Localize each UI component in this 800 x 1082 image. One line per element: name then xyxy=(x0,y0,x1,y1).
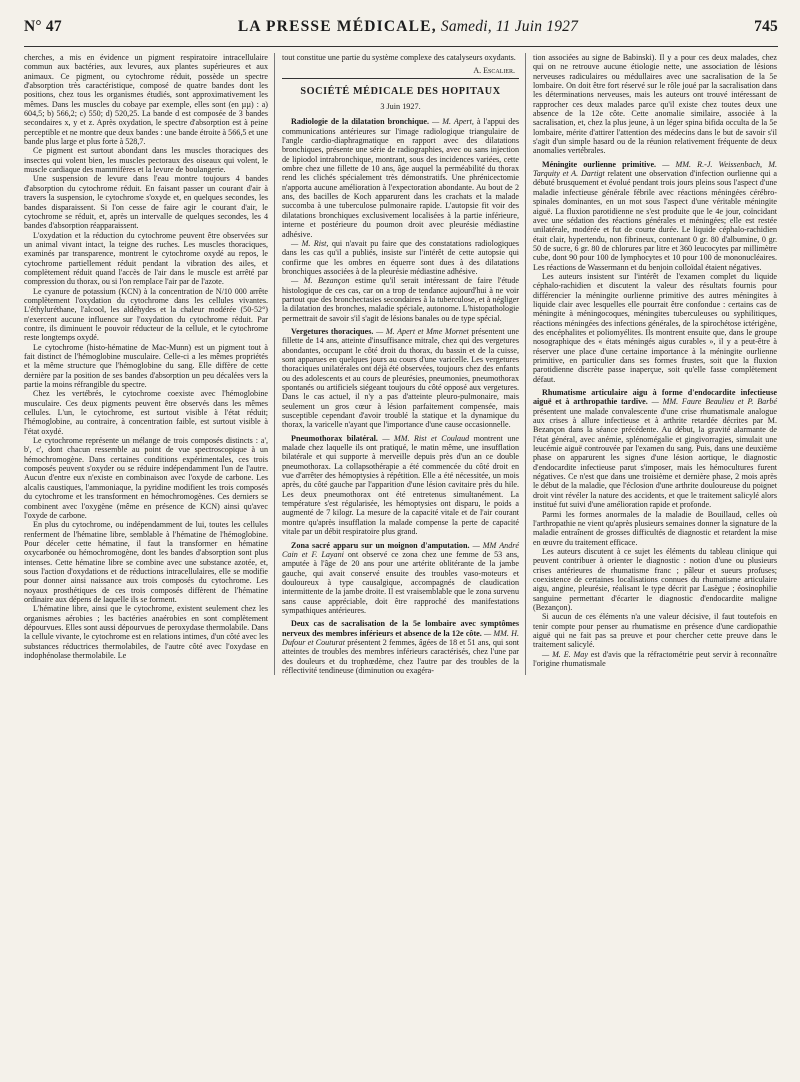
article xyxy=(282,541,519,616)
journal-title: LA PRESSE MÉDICALE, xyxy=(237,18,437,35)
author-signature: A. Escalier. xyxy=(473,66,515,76)
article-author: — M. E. May xyxy=(542,649,588,659)
masthead xyxy=(238,18,578,36)
article xyxy=(533,388,777,509)
article-text: est d'avis que la réfractométrie peut servir à reconnaître l'origine rhumatismale xyxy=(533,649,777,668)
article xyxy=(282,619,519,675)
article-text: à l'appui des communications antérieures sur l'image radiologique triangulaire de l'angle cardio-diaphragmatique en rapport avec des dilatations bronchiques, présente une série de radiographies, avec ou sans injection de lipiodol intrabronchique, montrant, sous des incidences variées, cette ombre chez une fillette de 10 ans, âge auquel la perméabilité du thorax rend les clichés spécialement très démonstratifs. Une phrénicectomie n'apporta aucune amélioration à l'expectoration abondante. Au bout de 2 ans, des bacilles de Koch apparurent dans les crachats et la malade succomba à une tuberculose pulmonaire rapide. L'autopsie fit voir des dilatations bronchiques exclusivement localisées à la partie inférieure, interne et postérieure du poumon droit avec pleurésie médiastine adhésive. xyxy=(282,117,519,239)
article-text: ont observé ce zona chez une femme de 53 ans, amputée à l'âge de 20 ans pour une artérite oblitérante de la jambe gauche, qui avait conservé ensuite des troubles vaso-moteurs et douloureux à type causalgique, accompagnés de claudication intermittente de la jambe droite. Il est vraisemblable que le zona survenu sans cause appréciable, doit être rapproché des manifestations sympathiques antérieures. xyxy=(282,549,519,615)
column-2 xyxy=(275,53,526,675)
article-text: qui n'avait pu faire que des constatations radiologiques dans les cas qu'il a publiés, insiste sur l'intérêt de cette autopsie qui confirme que les ombres en équerre sont dues à des dilatations bronchiques associées à de la pleurésie médiastine adhésive. xyxy=(282,238,520,276)
paragraph: Si aucun de ces éléments n'a une valeur décisive, il faut toutefois en tenir compte pour penser au rhumatisme en présence d'une cardiopathie aiguë qui ne fait pas sa preuve et pour chercher cette preuve dans le traitement salicylé. xyxy=(533,612,777,650)
issue-number: N° 47 xyxy=(24,18,62,35)
paragraph: Chez les vertébrés, le cytochrome coexiste avec l'hémoglobine musculaire. Ces deux pigments peuvent être observés dans les mêmes cellules. L'un, le cytochrome, est surtout visible à l'état réduit; l'hémoglobine, au contraire, à concentration faible, est surtout visible à l'état oxydé. xyxy=(24,389,268,436)
text-columns xyxy=(24,53,778,675)
section-title: SOCIÉTÉ MÉDICALE DES HOPITAUX xyxy=(300,85,501,97)
paragraph: Le cytochrome représente un mélange de trois composés distincts : a', b', c', dont chacun ressemble au point de vue spectroscopique à un hémochromogène. Dans certaines conditions expérimentales, ces trois composés peuvent s'oxyder ou se réduire indépendamment l'un de l'autre. Aucun d'entre eux n'existe en combinaison avec l'oxyde de carbone. Les alcalis caustiques, l'ammoniaque, la pyridine modifient les trois composés du cytochrome et les transforment en hémochromogènes. Ces derniers se combinent avec l'oxygène (même en présence de KCN) ainsi qu'avec l'oxyde de carbone. xyxy=(24,436,268,520)
article-title: Rhumatisme articulaire aigu à forme d'endocardite infectieuse aiguë et à arthropathie tardive. xyxy=(533,388,777,407)
article-title: Méningite ourlienne primitive. xyxy=(542,159,657,169)
paragraph: L'oxydation et la réduction du cytochrome peuvent être observées sur un animal vivant intact, la teigne des ruches. Les muscles thoraciques, examinés par transparence, montrent le cytochrome oxydé au repos, le cytochrome partiellement réduit pendant la vibration des ailes, et complètement réduit quand l'accès de l'air dans le muscle est arrêté par compression du thorax, ou si l'on remplace l'air par de l'azote. xyxy=(24,230,268,287)
paragraph: Les auteurs insistent sur l'intérêt de l'examen complet du liquide céphalo-rachidien et discutent la valeur des résultats fournis pour différencier la méningite ourlienne primitive des autres méningites à liquide clair avec lesquelles elle pourrait être confondue : certains cas de méningite à méningocoques, méningites tuberculeuses ou syphilitiques, réactions méningées des infections générales, de la spirochétose ictérigène, des encéphalites et poliomyélites. Ils montrent ensuite que, dans le groupe nosographique des « états méningés aigus curables », il y a peut-être à réserver une place d'une certaine importance à la méningite ourlienne primitive, en particulier dans ses formes frustes, soit que la fluxion parotidienne discrète passe inaperçue, soit qu'elle fasse complètement défaut. xyxy=(533,271,777,384)
article-title: Zona sacré apparu sur un moignon d'amputation. xyxy=(291,540,470,550)
header-rule xyxy=(24,46,778,47)
article-author: — MM. Rist et Coulaud xyxy=(382,433,470,443)
article xyxy=(533,650,777,669)
article-text: présentent une malade convalescente d'une crise rhumatismale analogue aux crises à allure infectieuse et à arthrite retardée décrites par M. Bezançon dans la séance précédente. Au début, la gravité alarmante de l'état général, avec anémie, splénomégalie et gingivorragies, simulait une leucémie aiguë controuvée par l'examen du sang. Puis, dans une deuxième phase on apparurent les signes d'une lésion aortique, le diagnostic d'endocardite infectieuse parut s'imposer, mais les hémocultures furent négatives. Ce n'est que dans une troisième et dernière phase, 2 mois après le début de la maladie, que l'éclosion d'une arthrite douloureuse du poignet droit vint révéler la nature des accidents, et que le traitement salicylé alors institué fut suivi d'une amélioration rapide et profonde. xyxy=(533,406,777,510)
article-text: présentent 2 femmes, âgées de 18 et 51 ans, qui sont atteintes de troubles des membres inférieurs caractérisés, chez l'une par des douleurs et du trophœdème, chez l'autre par des troubles de la réflectivité tendineuse (diminution ou exagéra- xyxy=(282,637,519,675)
paragraph: cherches, a mis en évidence un pigment respiratoire intracellulaire commun aux bactéries, aux levures, aux plantes supérieures et aux animaux. Ce pigment, ou cytochrome réduit, possède un spectre d'absorption très caractéristique, composé de quatre bandes dont les positions, chez tous les organismes étudiés, sont approximativement les mêmes. Dans les muscles du cobaye par exemple, elles sont (en µµ) : a) 604,5; b) 566,2; c) 550; d) 520,25. La bande d est composée de 3 bandes secondaires x, y et z. Après oxydation, le spectre d'absorption est à peine perceptible et ne montre que deux bandes : une bande étroite à 566,5 et une bande plus large et plus forte à 528,7. xyxy=(24,53,268,147)
section-rule xyxy=(282,78,519,79)
article-author: — MM. R.-J. Weissenbach, M. Tarquity et A. Dartigt xyxy=(533,159,777,179)
page-number: 745 xyxy=(754,18,778,35)
paragraph: En plus du cytochrome, ou indépendamment de lui, toutes les cellules renferment de l'hématine libre, semblable à l'hématine de l'hémoglobine. Pour déceler cette hématine, il faut la transformer en hématine oxycarbonée ou hémochromogène, dont les bandes d'absorption sont plus intenses. Cette hématine libre se combine avec une substance azotée, et, sous l'action d'oxydations et de réductions intracellulaires, elle se modifie pour donner ainsi naissance aux trois composés du cytochrome. Les noyaux prosthétiques de ces trois composés diffèrent de l'hématine ordinaire aux dépens de laquelle ils se forment. xyxy=(24,520,268,604)
paragraph: Le cyanure de potassium (KCN) à la concentration de N/10 000 arrête complètement l'oxydation du cytochrome dans les cellules vivantes. L'éthyluréthane, l'alcool, les aldéhydes et la chaleur modérée (50-52°) n'exercent aucune influence sur l'oxydation du cytochrome réduit. Par contre, ils diminuent le pouvoir réducteur de la cellule, et le cytochrome reste longtemps oxydé. xyxy=(24,286,268,343)
article-text: estime qu'il serait intéressant de faire l'étude histologique de ces cas, car on a trop de tendance aujourd'hui à ne voir partout que des bronchectasies secondaires à la tuberculose, et à négliger la dilatation des bronches, maladie spéciale, autonome. L'histopathologie permettrait de savoir s'il s'agit de lésions banales ou de type spécial. xyxy=(282,276,519,323)
article-text: relatent une observation d'infection ourlienne qui a débuté brusquement et évolué pendant trois jours pleins sous l'aspect d'une maladie infectieuse générale fébrile avec réactions méningées cérébro-spinales dominantes, en un mot sous l'aspect d'une véritable méningite aiguë. La fluxion parotidienne ne s'est produite que le 4e jour, coïncidant avec une sédation des réactions générales et méningées; elle est restée unilatérale, modérée et fut de courte durée. Le liquide céphalo-rachidien était clair, hypertendu, non fibrineux, contenant 0 gr. 80 d'albumine, 0 gr. 50 de sucre, 6 gr. 80 de chlorures par litre et 360 leucocytes par millimètre cube, dont 90 pour 100 de lymphocytes et 10 pour 100 de mononucléaires. Les réactions de Wassermann et du benjoin colloïdal étaient négatives. xyxy=(533,169,777,272)
issue-date: Samedi, 11 Juin 1927 xyxy=(440,18,579,35)
paragraph: tion associées au signe de Babinski). Il y a pour ces deux malades, chez qui on ne retrouve aucune étiologie nette, une association de lésions nerveuses radiculaires ou médullaires avec une sacralisation de la 5e lombaire. On doit être fort réservé sur le rôle joué par la sacralisation dans les déterminations nerveuses, mais les auteurs ont trouvé intéressant de rapprocher ces deux malades parce qu'il existe chez toutes deux une absence de la 12e côte. Cette anomalie similaire, associée à la sacralisation, et, chez la plus jeune, à un léger spina bifida occulta de la 5e lombaire, mérite d'attirer l'attention des médecins dans le but de savoir s'il s'agit d'un simple hasard ou de la réunion relativement fréquente de deux anomalies vertébrales. xyxy=(533,53,777,156)
paragraph: tout constitue une partie du système complexe des catalyseurs oxydants. xyxy=(282,53,516,62)
article-title: Vergetures thoraciques. xyxy=(291,326,374,336)
section-date: 3 Juin 1927. xyxy=(380,102,421,112)
article-author: — MM. Faure Beaulieu et P. Barbé xyxy=(651,397,777,407)
article-author: — M. Apert et Mme Mornet xyxy=(376,326,469,336)
paragraph: Les auteurs discutent à ce sujet les éléments du tableau clinique qui peuvent contribuer à orienter le diagnostic : notion d'une ou plusieurs crises antérieures de rhumatisme franc ; pâleur et sueurs profuses; coexistence de certaines localisations connues du rhumatisme articulaire aigu, angine, pleurésie, réalisant le type décrit par Lasègue ; éosinophilie sanguine permettant d'écarter le diagnostic d'endocardite maligne (Bezançon). xyxy=(533,546,777,612)
page-header xyxy=(24,18,778,40)
column-3 xyxy=(526,53,777,675)
article-title: Deux cas de sacralisation de la 5e lombaire avec symptômes nerveux des membres inférieurs et absence de la 12e côte. xyxy=(282,619,519,638)
paragraph: L'hématine libre, ainsi que le cytochrome, existent seulement chez les organismes aérobies ; les bactéries anaérobies en sont complètement dépourvues. Elles sont aussi dépourvues de peroxydase thermolabile. Dans la cellule vivante, le cytochrome est en relations intimes, d'un côté avec les substances réductrices thermolabiles, de l'autre côté avec l'oxydase en indophénolase thermolabile. Le xyxy=(24,604,268,660)
article-title: Radiologie de la dilatation bronchique. xyxy=(291,117,430,127)
article-author: — M. Apert, xyxy=(432,117,474,127)
column-1 xyxy=(24,53,275,675)
article xyxy=(282,434,519,537)
article-author: — MM. H. Dufour et Couturat xyxy=(282,628,519,647)
article-text: montrent une malade chez laquelle ils ont pratiqué, le matin même, une insufflation bilatérale et qui supporte à merveille depuis près d'un an ce double pneumothorax. La collapsothérapie a été commencée du côté droit en vue d'arrêter des hémoptysies à répétition. Elle a été nécessitée, un mois après, du côté gauche par l'apparition d'une lésion cavitaire près du hile. Les deux pneumothorax ont été entretenus simultanément. La température s'est régularisée, les hémoptysies ont disparu, le poids a augmenté de 7 kilogr. La mesure de la capacité vitale et de l'air courant montre qu'après insufflation la malade compense la perte de capacité vitale par un débit respiratoire plus grand. xyxy=(282,433,520,537)
article xyxy=(282,239,519,276)
article-author: — M. Rist, xyxy=(291,238,329,248)
paragraph: Parmi les formes anormales de la maladie de Bouillaud, celles où l'arthropathie ne vient qu'après plusieurs semaines donner la signature de la maladie entraînent de grosses difficultés de diagnostic et retardent la mise en œuvre du traitement efficace. xyxy=(533,509,777,547)
paragraph: Le cytochrome (histo-hématine de Mac-Munn) est un pigment tout à fait distinct de l'hémoglobine musculaire. Celle-ci a les mêmes propriétés et la même structure que l'hémoglobine du sang. Elle diffère de cette dernière par la position de ses bandes d'absorption un peu décalées vers la partie la moins réfrangible du spectre. xyxy=(24,342,268,390)
article xyxy=(282,117,519,238)
article-author: — MM André Cain et F. Layani xyxy=(282,540,519,559)
article-text: présentent une fillette de 14 ans, atteinte d'insuffisance mitrale, chez qui des vergetures abondantes, occupant le côté droit du thorax, du bassin et de la cuisse, sont apparues en quelques jours au cours d'une varicelle. Les vergetures thoraciques unilatérales ont déjà été observées, toujours chez des enfants ou des adolescents et au cours de pleurésies, pneumonies, pneumothorax spontanés ou artificiels siégeant toujours du côté opposé aux vergetures. Dans le cas actuel, il n'y a pas d'atteinte pleuro-pulmonaire, mais seulement un gros cœur à lésion parfaitement compensée, mais susceptible cependant d'avoir troublé la statique et la dynamique du thorax, la varicelle n'ayant que l'importance d'une cause occasionnelle. xyxy=(282,326,519,430)
article-author: — M. Bezançon xyxy=(291,276,350,286)
article xyxy=(282,327,519,430)
article-title: Pneumothorax bilatéral. xyxy=(291,433,378,443)
paragraph: Ce pigment est surtout abondant dans les muscles thoraciques des insectes qui volent bien, les muscles pectoraux des oiseaux qui volent, le muscle cardiaque des mammifères et la levure de boulangerie. xyxy=(24,146,268,175)
article xyxy=(533,160,777,272)
paragraph: Une suspension de levure dans l'eau montre toujours 4 bandes d'absorption du cytochrome réduit. En faisant passer un courant d'air à travers la suspension, le cytochrome s'oxyde et, en quelques secondes, les bandes disparaissent. Si l'on cesse de faire agir le courant d'air, le cytochrome se réduit, et, après un intervalle de quelques secondes, les 4 bandes d'absorption réapparaissent. xyxy=(24,174,268,231)
article xyxy=(282,276,519,323)
